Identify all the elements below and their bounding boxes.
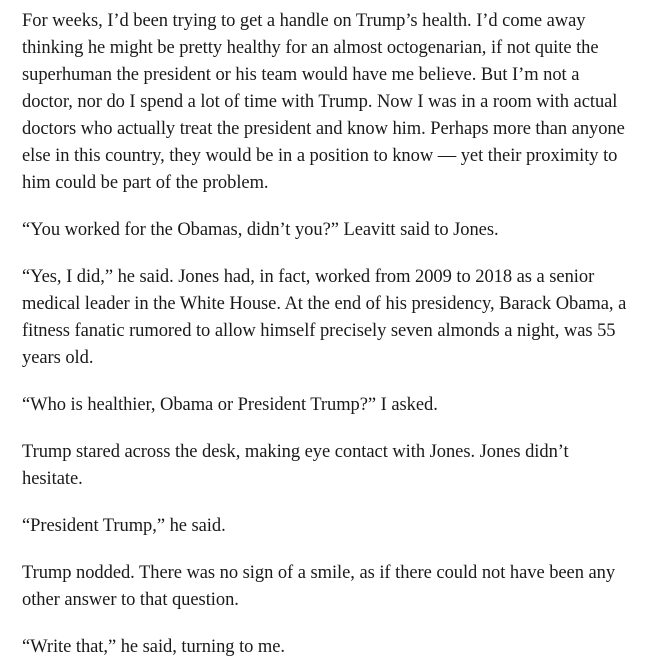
article-paragraph: “Write that,” he said, turning to me. (22, 637, 286, 657)
article-paragraph: Trump nodded. There was no sign of a smile, as if there could not have been any other answer to that question. (22, 563, 616, 610)
article-paragraph: Trump stared across the desk, making eye contact with Jones. Jones didn’t hesitate. (22, 442, 569, 489)
article-paragraph: “Who is healthier, Obama or President Trump?” I asked. (22, 395, 438, 415)
article-paragraph: For weeks, I’d been trying to get a handle on Trump’s health. I’d come away thinking he might be pretty healthy for an almost octogenarian, if not quite the superhuman the president or his team would have me believe. But I’m not a doctor, nor do I spend a lot of time with Trump. Now I was in a room with actual doctors who actually treat the president and know him. Perhaps more than anyone else in this country, they would be in a position to know — yet their proximity to him could be part of the problem. (22, 11, 625, 193)
article-paragraph: “You worked for the Obamas, didn’t you?” Leavitt said to Jones. (22, 220, 499, 240)
article-paragraph: “President Trump,” he said. (22, 516, 226, 536)
article-paragraph: “Yes, I did,” he said. Jones had, in fact, worked from 2009 to 2018 as a senior medical leader in the White House. At the end of his presidency, Barack Obama, a fitness fanatic rumored to allow himself precisely seven almonds a night, was 55 years old. (22, 267, 627, 368)
